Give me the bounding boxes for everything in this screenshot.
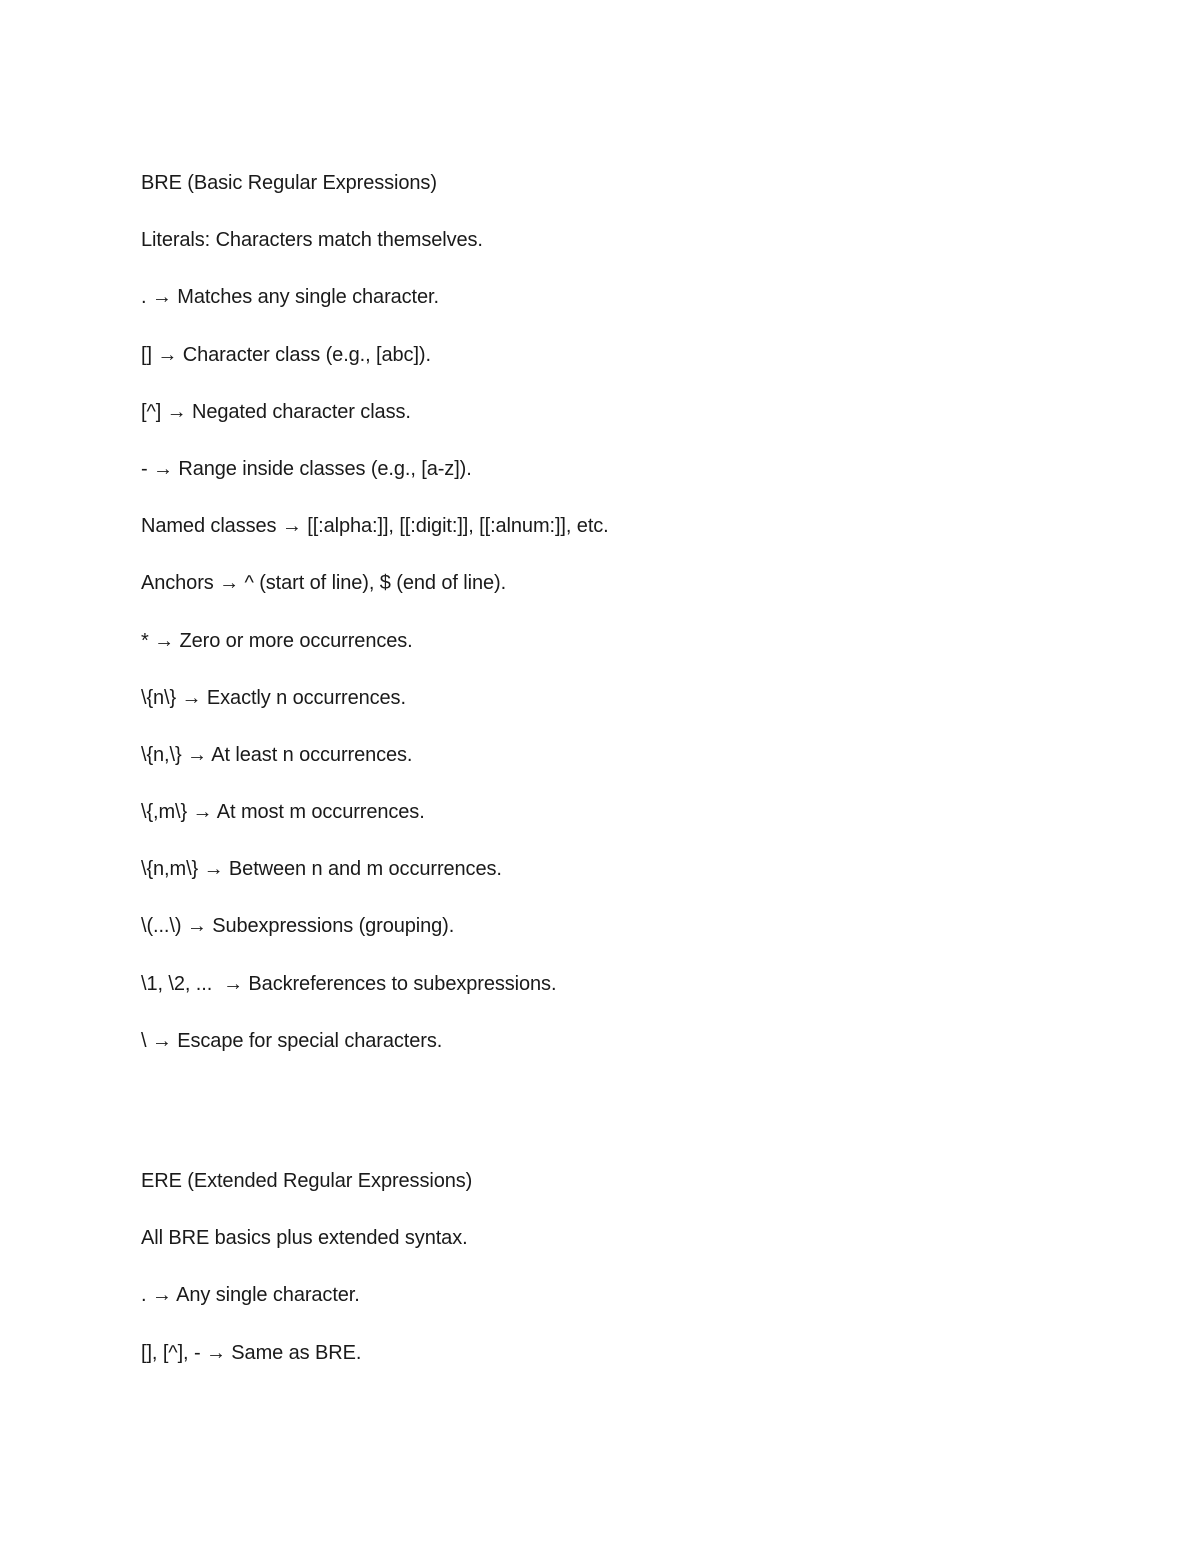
ere-line-basics: All BRE basics plus extended syntax.	[141, 1227, 468, 1250]
bre-line-range: - → Range inside classes (e.g., [a-z]).	[141, 457, 472, 480]
ere-line-classes: [], [^], - → Same as BRE.	[141, 1341, 362, 1364]
bre-heading: BRE (Basic Regular Expressions)	[141, 172, 437, 194]
bre-line-backreferences: \1, \2, ... → Backreferences to subexpressions.	[141, 972, 557, 995]
bre-line-literals: Literals: Characters match themselves.	[141, 229, 483, 252]
bre-section	[141, 170, 1101, 1085]
bre-line-escape: \ → Escape for special characters.	[141, 1029, 443, 1052]
bre-line-at-least-n: \{n,\} → At least n occurrences.	[141, 743, 413, 766]
bre-line-star: * → Zero or more occurrences.	[141, 629, 413, 652]
ere-section	[141, 1168, 1101, 1397]
ere-heading: ERE (Extended Regular Expressions)	[141, 1170, 473, 1192]
bre-line-char-class: [] → Character class (e.g., [abc]).	[141, 343, 431, 366]
ere-line-dot: . → Any single character.	[141, 1284, 360, 1307]
bre-line-subexpressions: \(...\) → Subexpressions (grouping).	[141, 915, 455, 938]
bre-line-at-most-m: \{,m\} → At most m occurrences.	[141, 801, 425, 824]
bre-line-named-classes: Named classes → [[:alpha:]], [[:digit:]], [[:alnum:]], etc.	[141, 515, 609, 538]
bre-line-negated-class: [^] → Negated character class.	[141, 400, 411, 423]
bre-line-anchors: Anchors → ^ (start of line), $ (end of line).	[141, 572, 507, 595]
bre-line-between: \{n,m\} → Between n and m occurrences.	[141, 858, 502, 881]
bre-line-dot: . → Matches any single character.	[141, 286, 439, 309]
bre-line-exactly-n: \{n\} → Exactly n occurrences.	[141, 686, 406, 709]
